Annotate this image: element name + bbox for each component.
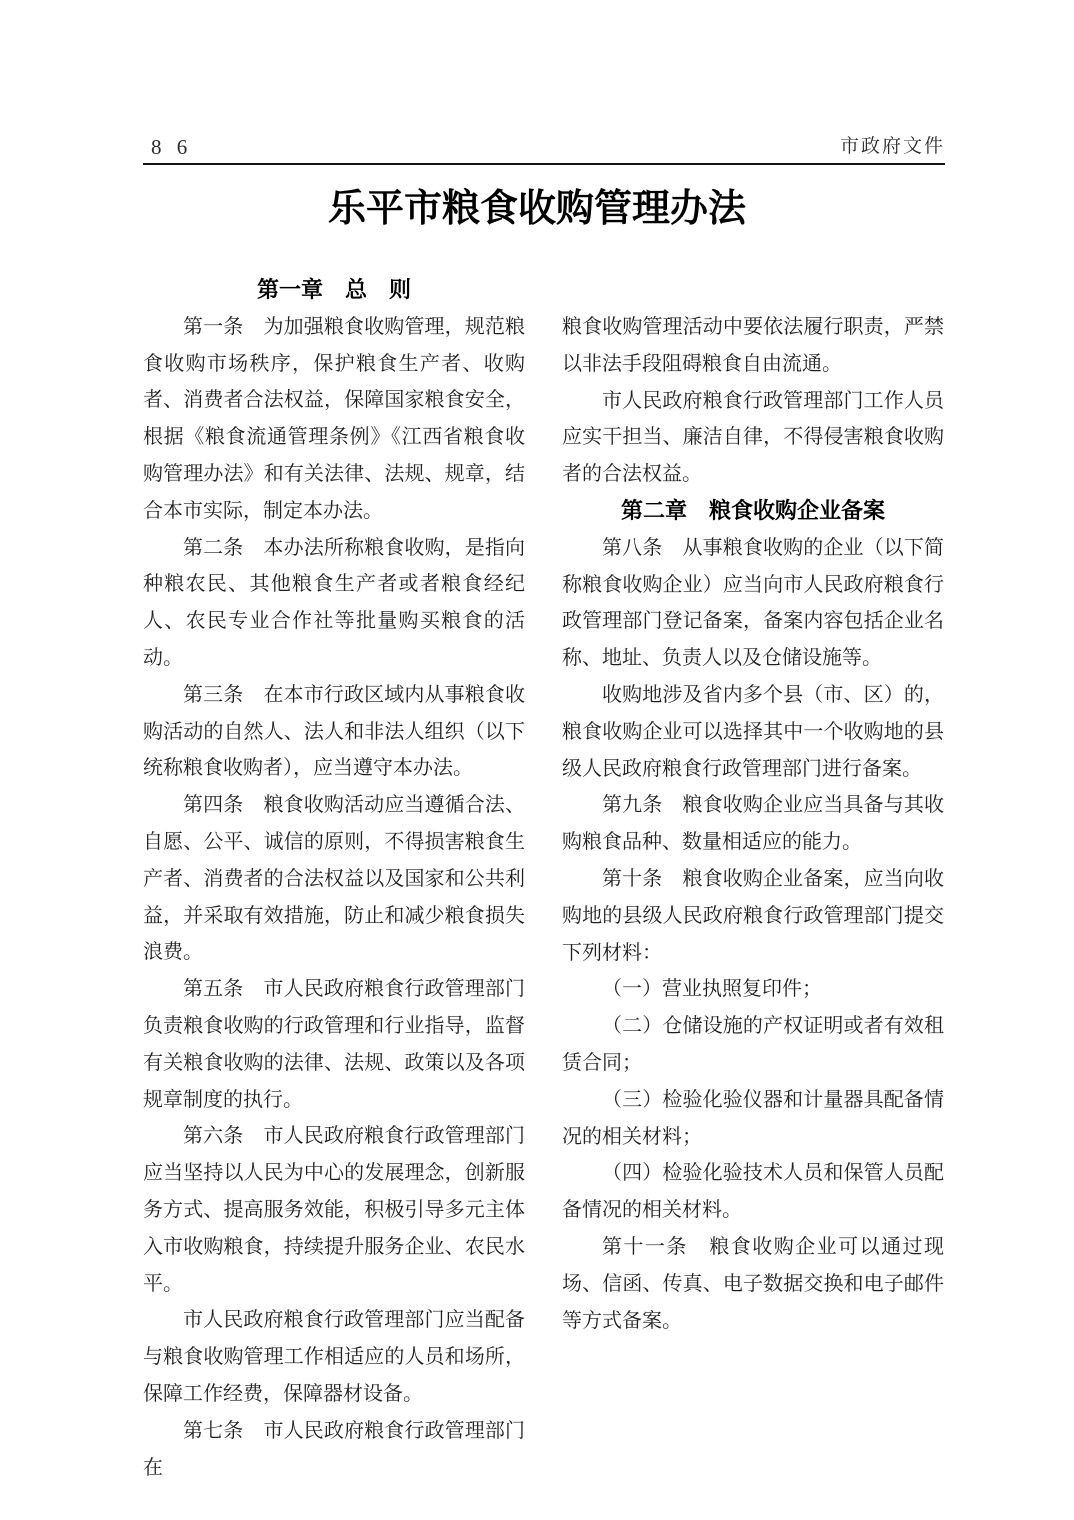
article-number: 第十条 <box>602 867 663 890</box>
paragraph: 第六条 市人民政府粮食行政管理部门应当坚持以人民为中心的发展理念，创新服务方式、提高服务效能，积极引导多元主体入市收购粮食，持续提升服务企业、农民水平。 <box>143 1125 525 1295</box>
paragraph: 粮食收购管理活动中要依法履行职责，严禁以非法手段阻碍粮食自由流通。 <box>562 316 944 375</box>
paragraph: 收购地涉及省内多个县（市、区）的，粮食收购企业可以选择其中一个收购地的县级人民政府粮食行政管理部门进行备案。 <box>562 683 944 780</box>
paragraph: 第九条 粮食收购企业应当具备与其收购粮食品种、数量相适应的能力。 <box>562 794 944 854</box>
paragraph: （一）营业执照复印件； <box>602 978 822 1001</box>
paragraph: （三）检验化验仪器和计量器具配备情况的相关材料； <box>562 1088 944 1148</box>
article-number: 第四条 <box>183 794 244 817</box>
paragraph: 第七条 市人民政府粮食行政管理部门在 <box>143 1419 525 1479</box>
header-doc-label: 市政府文件 <box>839 136 945 157</box>
article-number: 第十一条 <box>602 1235 688 1258</box>
paragraph: 第十条 粮食收购企业备案，应当向收购地的县级人民政府粮食行政管理部门提交下列材料： <box>562 867 944 964</box>
paragraph: （四）检验化验技术人员和保管人员配备情况的相关材料。 <box>562 1162 944 1222</box>
article-number: 第二条 <box>183 536 244 559</box>
article-number: 第五条 <box>183 978 244 1001</box>
paragraph: 第二条 本办法所称粮食收购，是指向种粮农民、其他粮食生产者或者粮食经纪人、农民专业合作社等批量购买粮食的活动。 <box>143 536 525 669</box>
paragraph: （二）仓储设施的产权证明或者有效租赁合同； <box>562 1015 944 1074</box>
article-number: 第八条 <box>602 536 663 559</box>
article-number: 第一条 <box>183 315 244 338</box>
paragraph: 第一条 为加强粮食收购管理，规范粮食收购市场秩序，保护粮食生产者、收购者、消费者合法权益，保障国家粮食安全，根据《粮食流通管理条例》《江西省粮食收购管理办法》和有关法律、法规、规章，结合本市实际，制定本办法。 <box>143 315 525 522</box>
paragraph: 第五条 市人民政府粮食行政管理部门负责粮食收购的行政管理和行业指导，监督有关粮食收购的法律、法规、政策以及各项规章制度的执行。 <box>143 978 525 1111</box>
chapter-heading: 第一章 总 则 <box>256 277 411 302</box>
paragraph: 市人民政府粮食行政管理部门工作人员应实干担当、廉洁自律，不得侵害粮食收购者的合法权益。 <box>562 389 944 486</box>
right-column <box>562 272 944 1486</box>
article-number: 第七条 <box>183 1419 244 1442</box>
article-number: 第六条 <box>183 1125 244 1148</box>
page-number: 8 6 <box>151 135 193 159</box>
page-header <box>143 132 945 162</box>
header-rule <box>143 163 945 165</box>
chapter-heading: 第二章 粮食收购企业备案 <box>620 497 885 523</box>
article-number: 第九条 <box>602 794 663 817</box>
paragraph: 第八条 从事粮食收购的企业（以下简称粮食收购企业）应当向市人民政府粮食行政管理部门登记备案，备案内容包括企业名称、地址、负责人以及仓储设施等。 <box>562 536 944 670</box>
paragraph: 市人民政府粮食行政管理部门应当配备与粮食收购管理工作相适应的人员和场所，保障工作经费，保障器材设备。 <box>143 1309 525 1405</box>
paragraph: 第三条 在本市行政区域内从事粮食收购活动的自然人、法人和非法人组织（以下统称粮食收购者），应当遵守本办法。 <box>143 683 525 780</box>
left-column <box>143 272 525 1486</box>
text-columns <box>143 272 945 1486</box>
article-number: 第三条 <box>183 683 244 706</box>
document-title: 乐平市粮食收购管理办法 <box>327 188 746 230</box>
paragraph: 第四条 粮食收购活动应当遵循合法、自愿、公平、诚信的原则，不得损害粮食生产者、消费者的合法权益以及国家和公共利益，并采取有效措施，防止和减少粮食损失浪费。 <box>143 794 525 964</box>
paragraph: 第十一条 粮食收购企业可以通过现场、信函、传真、电子数据交换和电子邮件等方式备案。 <box>562 1235 945 1332</box>
